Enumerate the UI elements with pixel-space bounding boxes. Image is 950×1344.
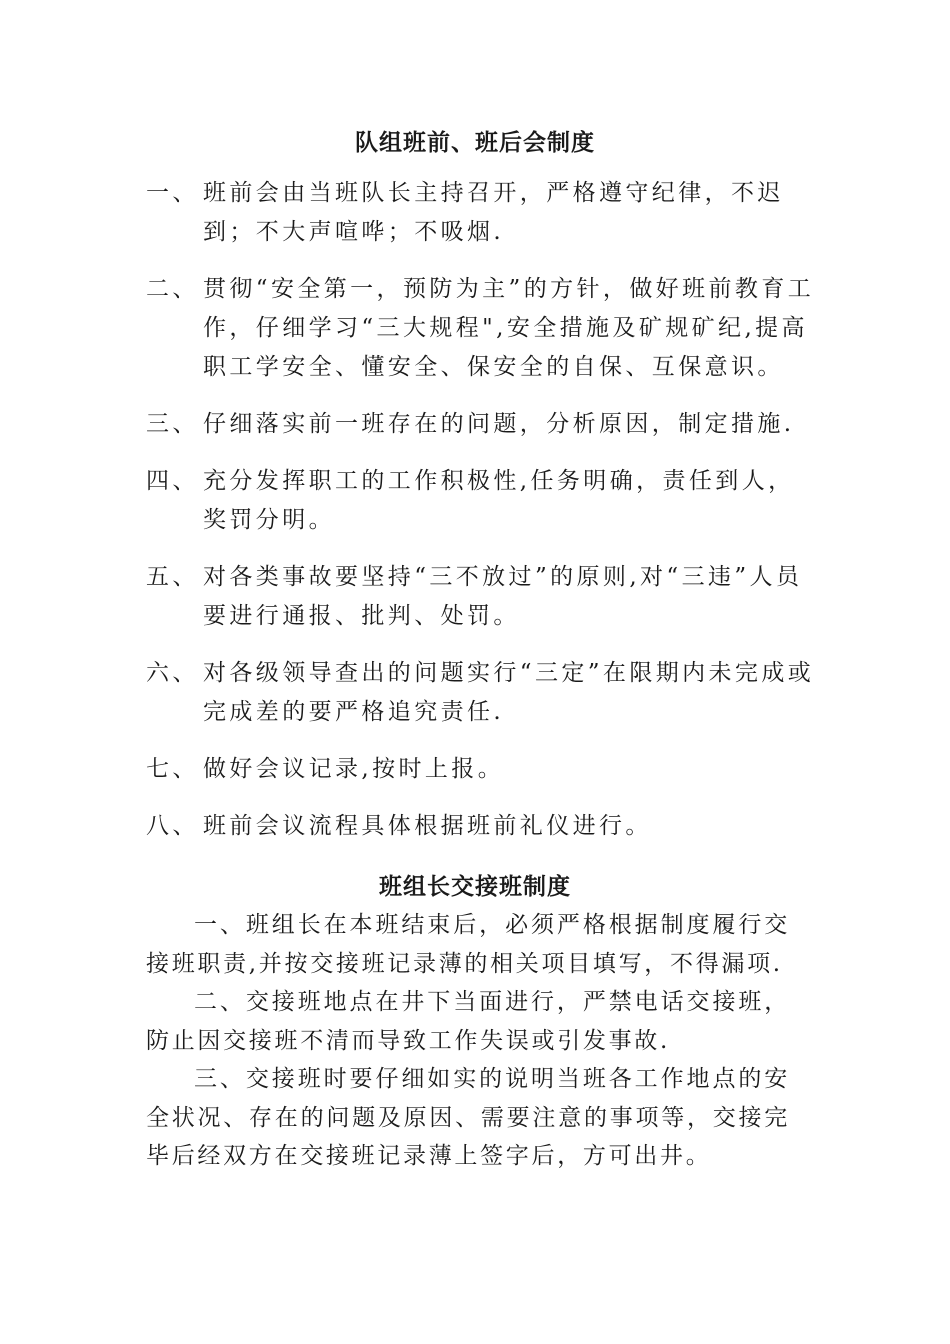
rule-item [146, 807, 816, 846]
rule-number: 五、 [146, 564, 199, 590]
rule-number: 六、 [146, 660, 199, 686]
rule-text: 充分发挥职工的工作积极性,任务明确，责任到人，奖罚分明。 [203, 468, 795, 533]
rule-text: 班前会由当班队长主持召开，严格遵守纪律，不迟到；不大声喧哗；不吸烟. [203, 180, 784, 245]
handover-paragraph: 二、交接班地点在井下当面进行，严禁电话交接班，防止因交接班不清而导致工作失误或引发事故. [146, 989, 790, 1054]
rule-number: 八、 [146, 813, 199, 839]
rule-number: 二、 [146, 276, 199, 302]
section-title-shift-meeting: 队组班前、班后会制度 [355, 129, 595, 156]
rule-text: 仔细落实前一班存在的问题，分析原因，制定措施. [203, 411, 795, 437]
rule-number: 四、 [146, 468, 199, 494]
rule-item [146, 405, 816, 444]
rule-item [146, 174, 816, 252]
rule-text: 对各类事故要坚持“三不放过”的原则,对“三违”人员要进行通报、批判、处罚。 [203, 564, 803, 629]
rule-item [146, 750, 816, 789]
rule-number: 七、 [146, 756, 199, 782]
rule-text: 做好会议记录,按时上报。 [203, 756, 505, 782]
rule-item [146, 558, 816, 636]
handover-paragraph: 一、班组长在本班结束后，必须严格根据制度履行交接班职责,并按交接班记录薄的相关项目填写，不得漏项. [146, 912, 790, 977]
rule-text: 贯彻“安全第一，预防为主”的方针，做好班前教育工作，仔细学习“三大规程",安全措施及矿规矿纪,提高职工学安全、懂安全、保安全的自保、互保意识。 [203, 276, 815, 380]
shift-handover-body [146, 906, 790, 1176]
handover-paragraph: 三、交接班时要仔细如实的说明当班各工作地点的安全状况、存在的问题及原因、需要注意的事项等，交接完毕后经双方在交接班记录薄上签字后，方可出井。 [146, 1066, 790, 1169]
rule-item [146, 654, 816, 732]
rule-number: 一、 [146, 180, 199, 206]
rule-item [146, 270, 816, 387]
section-title-shift-handover: 班组长交接班制度 [379, 873, 571, 900]
rule-number: 三、 [146, 411, 199, 437]
rule-text: 班前会议流程具体根据班前礼仪进行。 [203, 813, 652, 839]
rule-item [146, 462, 816, 540]
shift-meeting-rules-list [146, 174, 816, 864]
rule-text: 对各级领导查出的问题实行“三定”在限期内未完成或完成差的要严格追究责任. [203, 660, 815, 725]
